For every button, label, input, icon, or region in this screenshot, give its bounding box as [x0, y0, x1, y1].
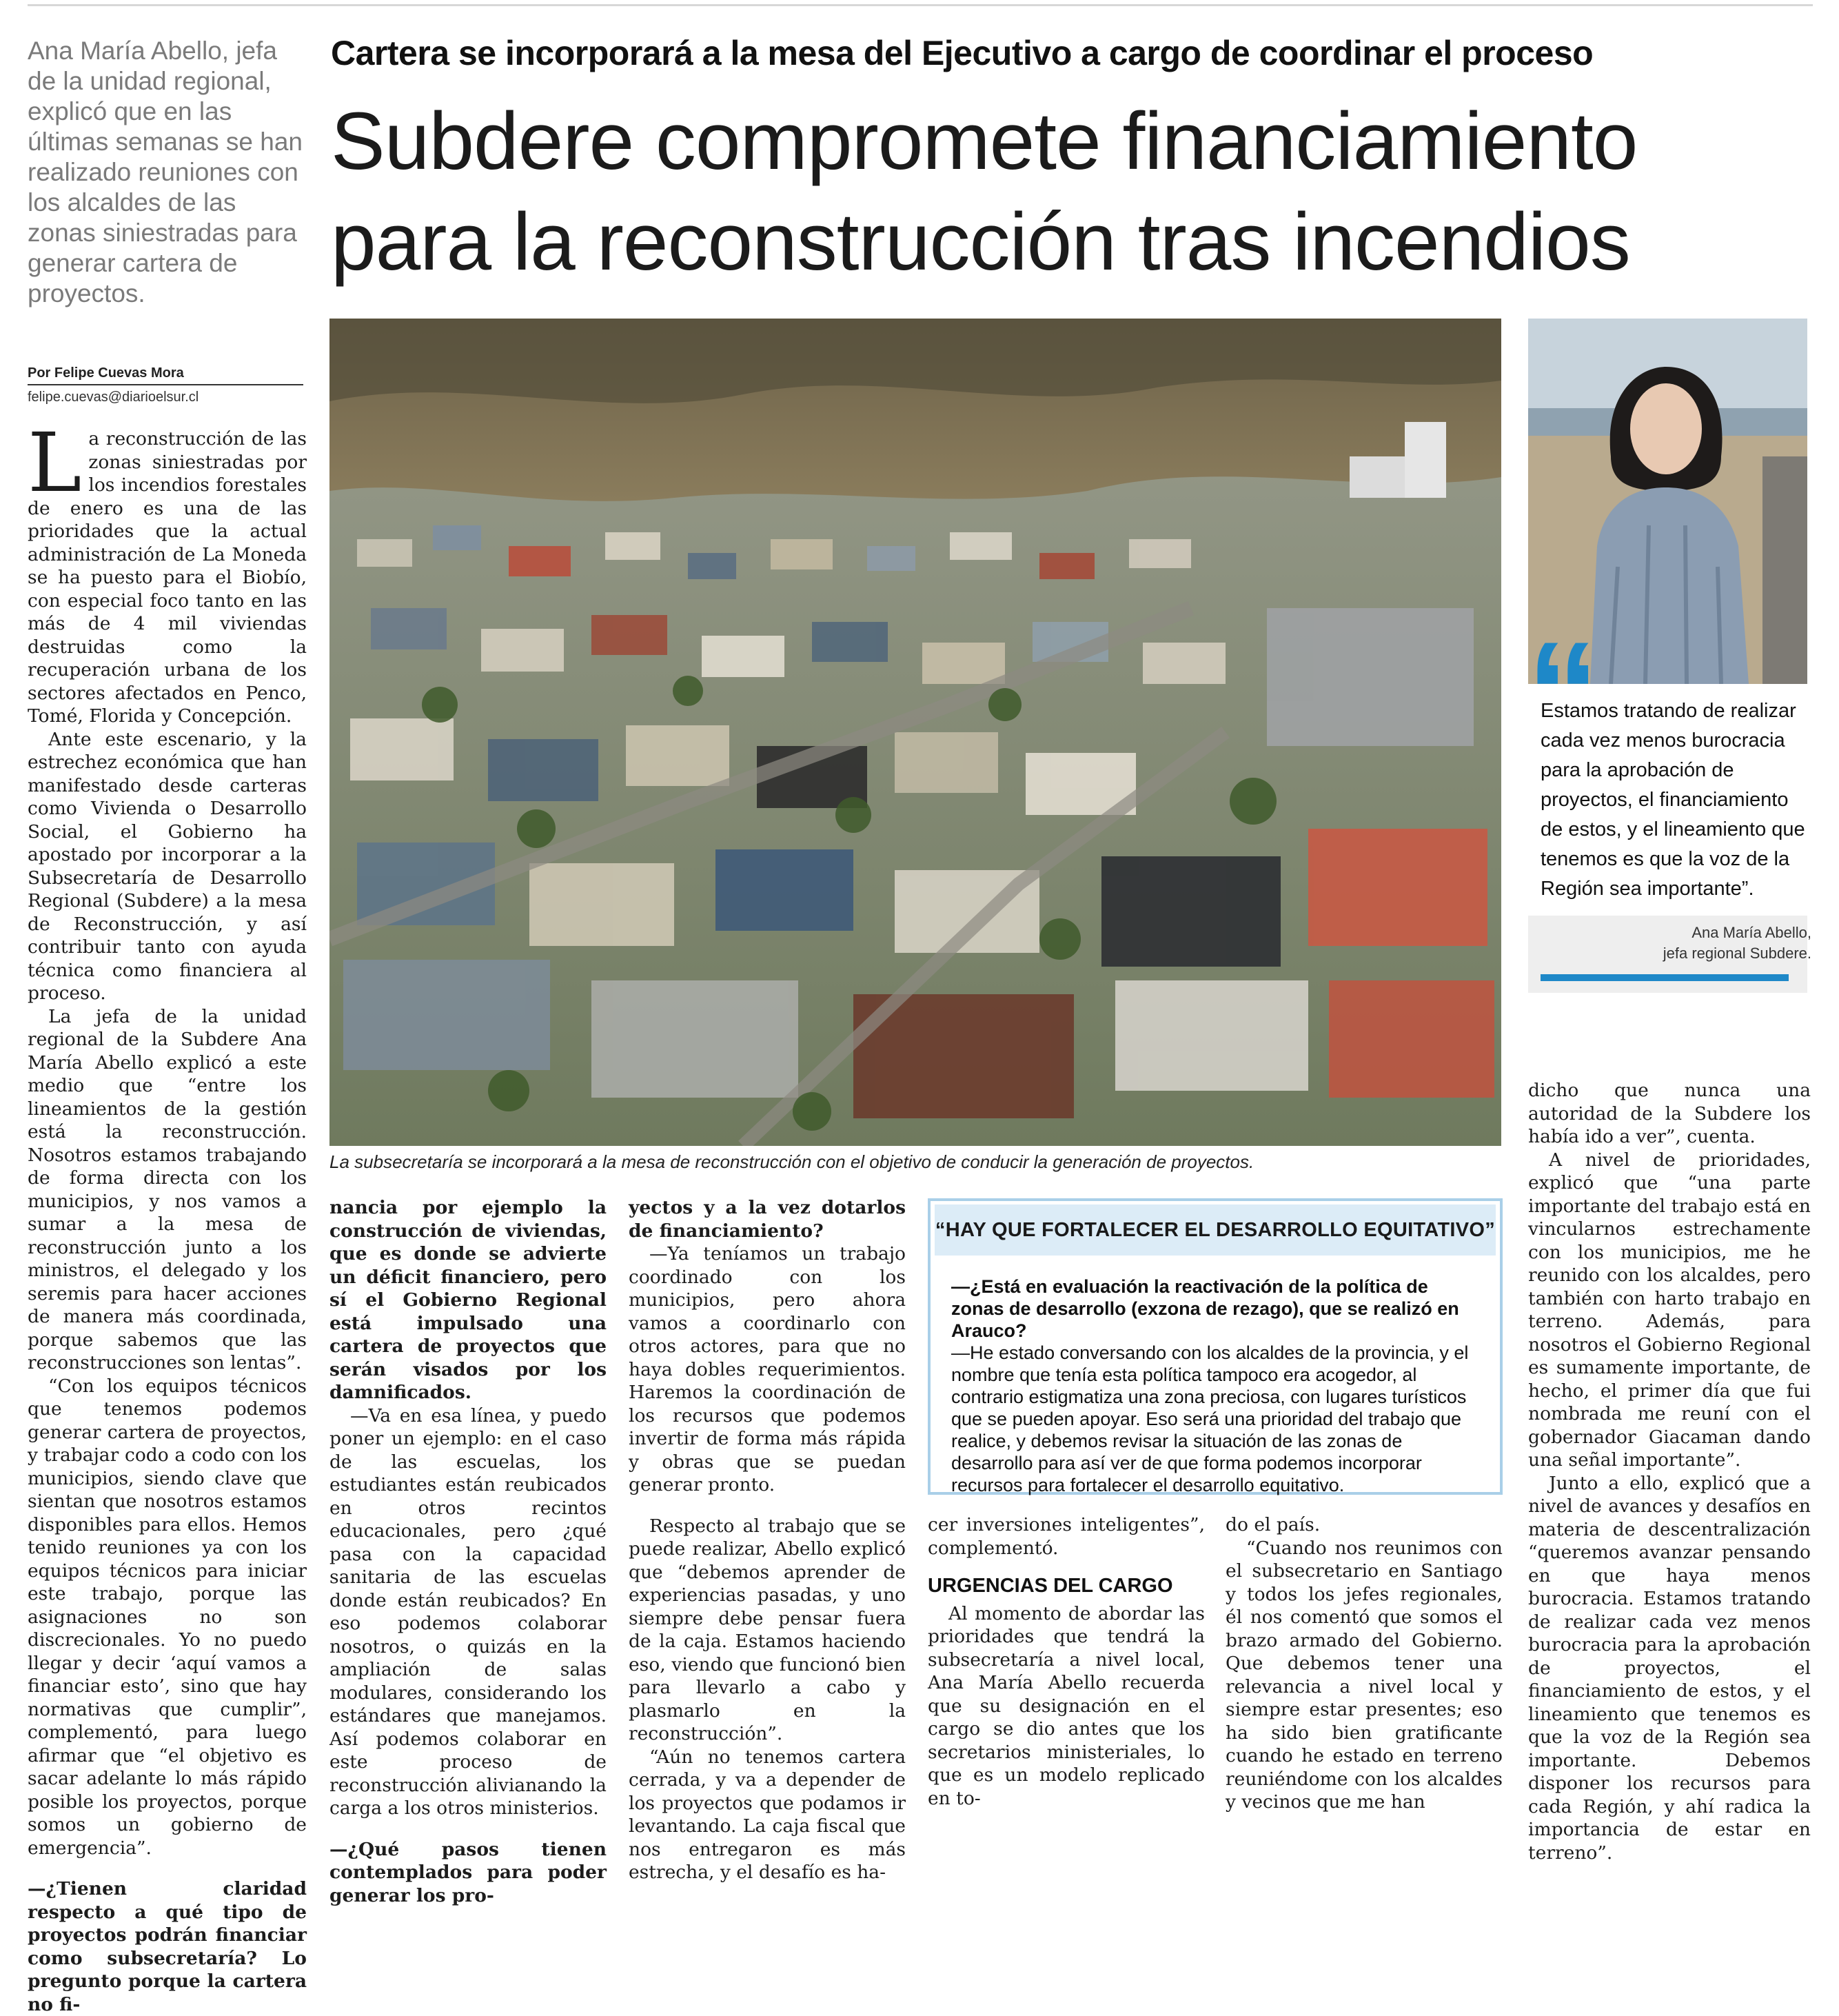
- paragraph-7: Al momento de abordar las prioridades que tendrá la subsecretaría a nivel local, Ana María Abello recuerda que su designación en el cargo se dio antes que los secretarios ministeriales, lo que es un modelo replicado en to-: [928, 1602, 1205, 1809]
- top-rule: [28, 4, 1813, 6]
- question-1-start: —¿Tienen claridad respecto a qué tipo de proyectos podrán financiar como subsecretaría? Lo pregunto porque la cartera no fi-: [28, 1878, 307, 2015]
- interview-box-title: “HAY QUE FORTALECER EL DESARROLLO EQUITATIVO”: [935, 1204, 1496, 1256]
- paragraph-3: La jefa de la unidad regional de la Subdere Ana María Abello explicó a este medio que “entre los lineamientos de la gestión está la reconstrucción. Nosotros estamos trabajando de forma directa con los municipios, y nos vamos a sumar a la mesa de reconstrucción junto a los ministros, el delegado y los seremis para hacer acciones de manera más coordinada, porque sabemos que las reconstrucciones son lentas”.: [28, 1005, 307, 1373]
- paragraph-4: “Con los equipos técnicos que tenemos podemos generar cartera de proyectos, y trabajar codo a codo con los municipios, siendo clave que sientan que nosotros estamos disponibles para ellos. Hemos tenido reuniones ya con los equipos técnicos para iniciar este trabajo, porque las asignaciones no son discrecionales. Yo no puedo llegar y decir ‘aquí vamos a financiar esto’, sino que hay normativas que cumplir”, complementó, para luego afirmar que “el objetivo es sacar adelante lo más rápido posible los proyectos, porque somos un gobierno de emergencia”.: [28, 1375, 307, 1859]
- paragraph-10: Junto a ello, explicó que a nivel de avances y desafíos en materia de descentralización “queremos avanzar pensando en que haya menos burocracia. Estamos tratando de realizar cada vez menos burocracia para la aprobación de proyectos, el financiamiento de estos, y el lineamiento que tenemos es que la voz de la Región sea importante. Debemos disponer los recursos para cada Región, y ahí radica la importancia de estar en terreno”.: [1528, 1472, 1811, 1864]
- column-5: [1226, 1513, 1503, 1814]
- byline-author: Por Felipe Cuevas Mora: [28, 365, 303, 385]
- question-1: nancia por ejemplo la construcción de viviendas, que es donde se advierte un déficit financiero, pero sí el Gobierno Regional está impulsado una cartera de proyectos que serán visados por los damnificados.: [329, 1197, 607, 1403]
- quote-mark-icon: “: [1527, 612, 1599, 774]
- aerial-photo-image: [329, 319, 1501, 1146]
- byline: [28, 365, 303, 405]
- interview-box-answer: —He estado conversando con los alcaldes de la provincia, y el nombre que tenía esta política tampoco era acogedor, al contrario estigmatiza una zona preciosa, con lugares turísticos que se pueden apoyar. Eso será una prioridad del trabajo que realice, y debemos revisar la situación de las zonas de desarrollo para así ver de que forma podemos incorporar recursos para fortalecer el desarrollo equitativo.: [951, 1342, 1469, 1495]
- lead-summary: Ana María Abello, jefa de la unidad regional, explicó que en las últimas semanas se han realizado reuniones con los alcaldes de las zonas siniestradas para generar cartera de proyectos.: [28, 37, 303, 308]
- paragraph-1-text: a reconstrucción de las zonas siniestradas por los incendios forestales de enero es una de las prioridades que la actual administración de La Moneda se ha puesto para el Biobío, con especial foco tanto en las más de 4 mil viviendas destruidas como la recuperación urbana de los sectores afectados en Penco, Tomé, Florida y Concepción.: [28, 428, 307, 727]
- paragraph-8-end: dicho que nunca una autoridad de la Subdere los había ido a ver”, cuenta.: [1528, 1080, 1811, 1147]
- headline: [331, 91, 1820, 292]
- paragraph-6-start: “Aún no tenemos cartera cerrada, y va a depender de los proyectos que podamos ir levantando. La caja fiscal que nos entregaron es más estrecha, y el desafío es ha-: [629, 1746, 906, 1883]
- byline-email: felipe.cuevas@diarioelsur.cl: [28, 390, 199, 405]
- photo-caption: La subsecretaría se incorporará a la mesa de reconstrucción con el objetivo de conducir la generación de proyectos.: [329, 1151, 1254, 1172]
- column-6: [1528, 1079, 1811, 1864]
- column-1: [28, 415, 307, 2016]
- paragraph-5: Respecto al trabajo que se puede realizar, Abello explicó que “debemos aprender de experiencias pasadas, y uno siempre debe pensar fuera de la caja. Estamos haciendo eso, viendo que funcionó bien para llevarlo a cabo y plasmarlo en la reconstrucción”.: [629, 1515, 906, 1744]
- paragraph-9: A nivel de prioridades, explicó que “una parte importante del trabajo está en vincularnos estrechamente con los municipios, me he reunido con los alcaldes, pero también con harto trabajo en terreno. Además, para nosotros el Gobierno Regional es sumamente importante, de hecho, el primer día que fui nombrada me reuní con el gobernador Giacaman dando una señal importante”.: [1528, 1149, 1811, 1471]
- drop-cap: L: [28, 415, 82, 510]
- kicker: Cartera se incorporará a la mesa del Ejecutivo a cargo de coordinar el proceso: [331, 34, 1594, 72]
- column-2: [329, 1196, 607, 1907]
- pullquote-attribution: [1550, 923, 1811, 964]
- headline-line-2: para la reconstrucción tras incendios: [331, 196, 1630, 288]
- interview-box-question: —¿Está en evaluación la reactivación de la política de zonas de desarrollo (exzona de rezago), que se realizó en Arauco?: [951, 1276, 1459, 1341]
- pullquote-attribution-name: Ana María Abello,: [1691, 924, 1811, 941]
- paragraph-8: “Cuando nos reunimos con el subsecretario en Santiago y todos los jefes regionales, él nos comentó que somos el brazo armado del Gobierno. Que debemos tener una relevancia a nivel local y siempre estar presentes; eso ha sido bien gratificante cuando he estado en terreno reuniéndome con los alcaldes y vecinos que me han: [1226, 1537, 1503, 1813]
- column-3: [629, 1196, 906, 1884]
- question-2-start: —¿Qué pasos tienen contemplados para poder generar los pro-: [329, 1838, 607, 1906]
- answer-2: —Ya teníamos un trabajo coordinado con los municipios, pero ahora vamos a coordinarlo con otros actores, para que no haya dobles requerimientos. Haremos la coordinación de los recursos que podemos invertir de forma más rápida y obras que se puedan generar pronto.: [629, 1243, 906, 1495]
- subhead: URGENCIAS DEL CARGO: [928, 1575, 1173, 1597]
- pullquote-attribution-role: jefa regional Subdere.: [1663, 945, 1811, 962]
- pullquote-text: Estamos tratando de realizar cada vez menos burocracia para la aprobación de proyectos, el financiamiento de estos, y el lineamiento que tenemos es que la voz de la Región sea importante”.: [1541, 700, 1805, 900]
- paragraph-7-end: do el país.: [1226, 1514, 1321, 1535]
- aerial-photo: [329, 319, 1501, 1146]
- paragraph-1: [28, 415, 307, 728]
- interview-box-body: [951, 1276, 1482, 1496]
- pullquote-accent-bar: [1541, 974, 1789, 981]
- headline-line-1: Subdere compromete financiamiento: [331, 96, 1638, 187]
- question-2-end: yectos y a la vez dotarlos de financiamiento?: [629, 1197, 906, 1242]
- paragraph-6-end: cer inversiones inteligentes”, complementó.: [928, 1514, 1205, 1559]
- paragraph-2: Ante este escenario, y la estrechez económica que han manifestado desde carteras como Vivienda o Desarrollo Social, el Gobierno ha apostado por incorporar a la Subsecretaría de Desarrollo Regional (Subdere) a la mesa de Reconstrucción, y así contribuir tanto con ayuda técnica como financiera al proceso.: [28, 728, 307, 1004]
- column-4: [928, 1513, 1205, 1810]
- answer-1: —Va en esa línea, y puedo poner un ejemplo: en el caso de las escuelas, los estudiantes están reubicados en otros recintos educacionales, pero ¿qué pasa con la capacidad sanitaria de las escuelas donde están reubicados? En eso podemos colaborar nosotros, o quizás en la ampliación de salas modulares, considerando los estándares que manejamos. Así podemos colaborar en este proceso de reconstrucción alivianando la carga a los otros ministerios.: [329, 1404, 607, 1819]
